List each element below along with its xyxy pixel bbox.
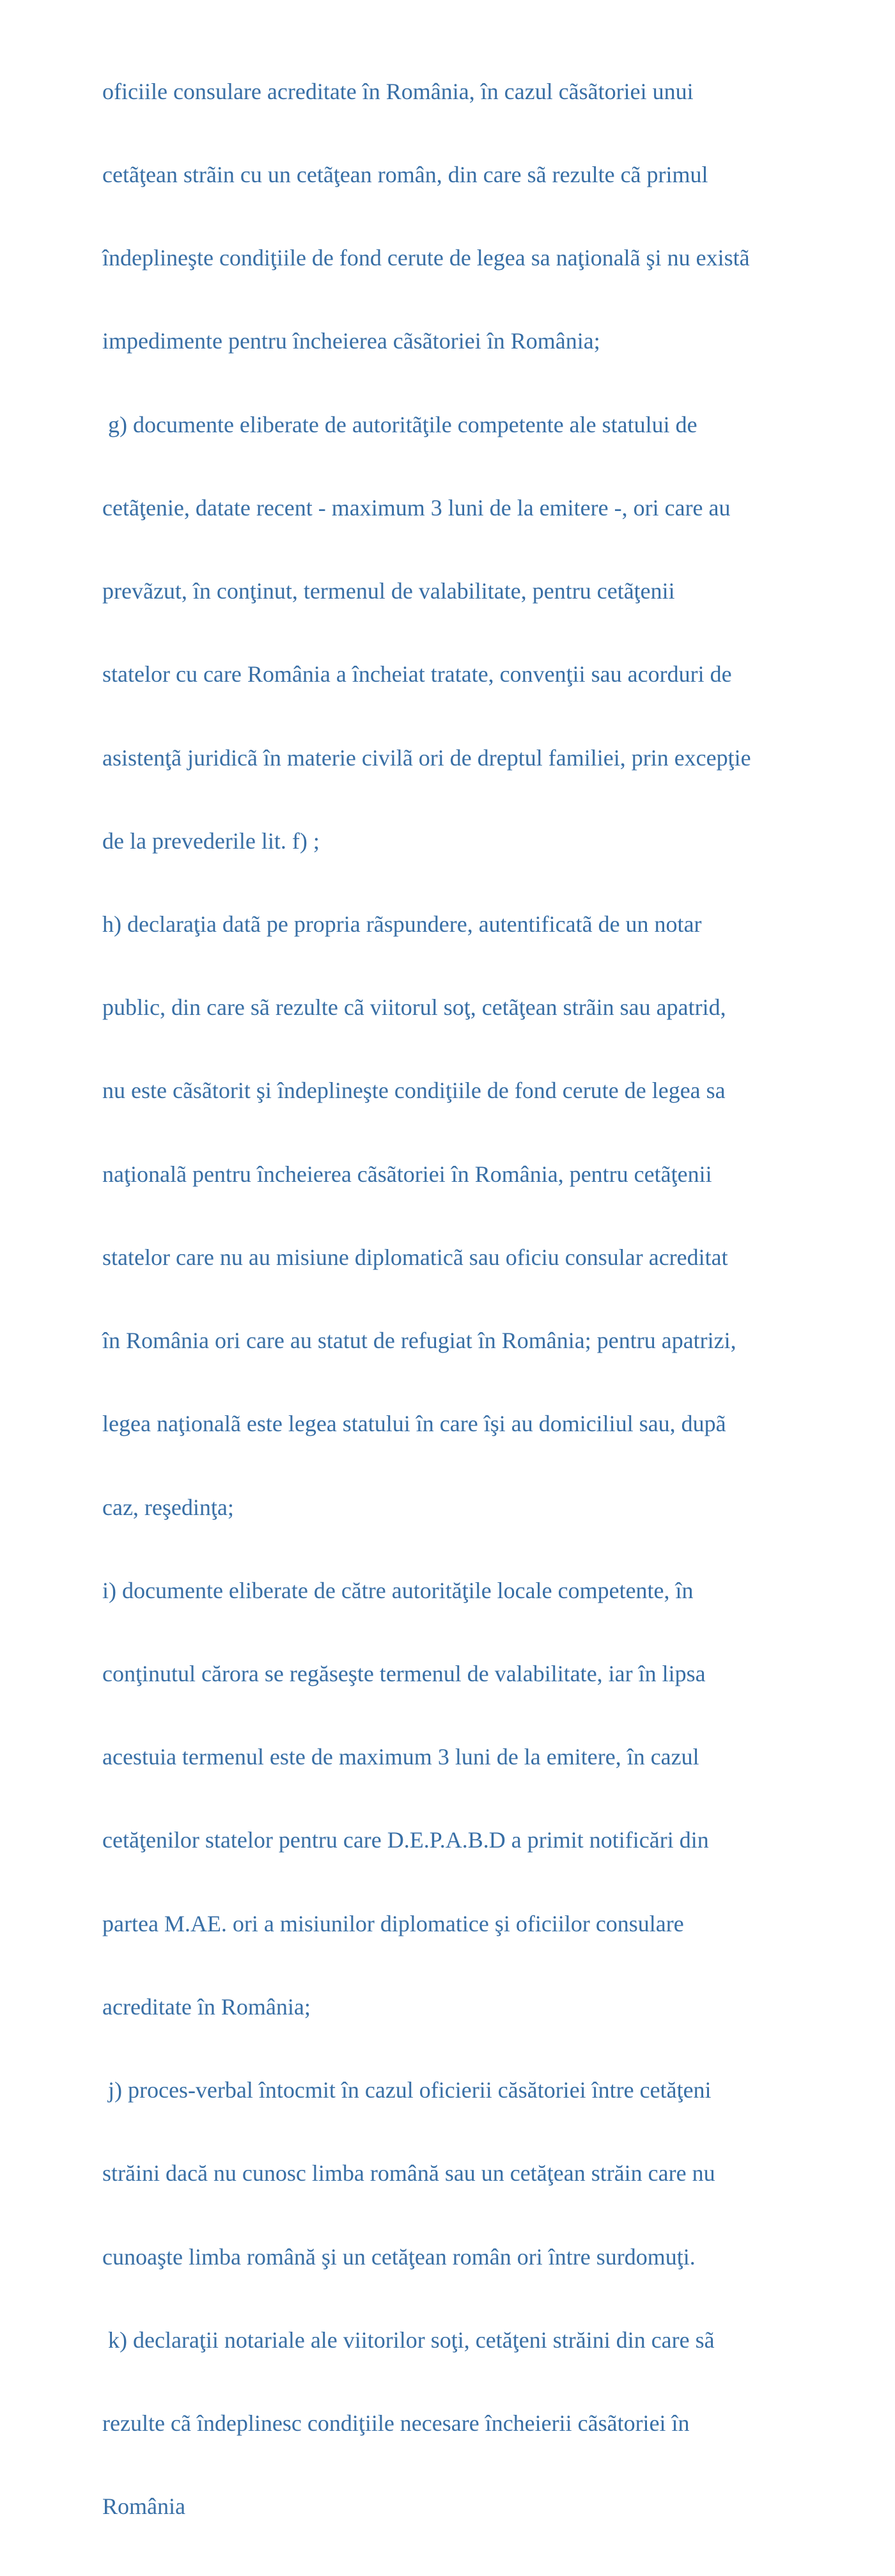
text-line-item-i: i) documente eliberate de către autorităţile locale competente, în — [102, 1577, 694, 1603]
text-line: străini dacă nu cunosc limba română sau un cetăţean străin care nu — [102, 2160, 715, 2187]
text-line: conţinutul cărora se regăseşte termenul de valabilitate, iar în lipsa — [102, 1660, 706, 1686]
text-line: legea naţionalã este legea statului în care îşi au domiciliul sau, dupã — [102, 1411, 726, 1437]
text-line: partea M.AE. ori a misiunilor diplomatice şi oficiilor consulare — [102, 1910, 684, 1936]
text-line: statelor care nu au misiune diplomaticã sau oficiu consular acreditat — [102, 1244, 728, 1270]
legal-text-block — [102, 22, 876, 2576]
text-line: oficiile consulare acreditate în România, în cazul cãsãtoriei unui — [102, 78, 694, 104]
text-line: nu este cãsãtorit şi îndeplineşte condiţiile de fond cerute de legea sa — [102, 1078, 726, 1104]
text-line-item-h: h) declaraţia datã pe propria rãspundere, autentificatã de un notar — [102, 911, 702, 937]
text-line: rezulte cã îndeplinesc condiţiile necesare încheierii cãsãtoriei în — [102, 2410, 690, 2436]
text-line: în România ori care au statut de refugiat în România; pentru apatrizi, — [102, 1328, 736, 1354]
text-line: asistenţã juridicã în materie civilã ori de dreptul familiei, prin excepţie — [102, 744, 751, 771]
text-line: cetãţean strãin cu un cetãţean român, din care sã rezulte cã primul — [102, 162, 708, 188]
text-line: cunoaşte limba română şi un cetăţean român ori între surdomuţi. — [102, 2243, 696, 2270]
text-line-item-k: k) declaraţii notariale ale viitorilor soţi, cetăţeni străini din care sã — [102, 2327, 715, 2353]
text-line: impedimente pentru încheierea cãsãtoriei în România; — [102, 328, 600, 354]
text-line: acreditate în România; — [102, 1993, 311, 2020]
text-line: public, din care sã rezulte cã viitorul soţ, cetãţean strãin sau apatrid, — [102, 994, 726, 1021]
text-line: de la prevederile lit. f) ; — [102, 828, 320, 854]
text-line: naţionalã pentru încheierea cãsãtoriei în România, pentru cetãţenii — [102, 1161, 712, 1187]
text-line: acestuia termenul este de maximum 3 luni de la emitere, în cazul — [102, 1744, 699, 1770]
text-line: caz, reşedinţa; — [102, 1494, 234, 1520]
text-line: îndeplineşte condiţiile de fond cerute de legea sa naţionalã şi nu existã — [102, 245, 750, 271]
text-line: cetăţenilor statelor pentru care D.E.P.A.B.D a primit notificări din — [102, 1827, 709, 1853]
text-line: România — [102, 2494, 185, 2520]
text-line: statelor cu care România a încheiat tratate, convenţii sau acorduri de — [102, 661, 732, 687]
text-line-item-g: g) documente eliberate de autoritãţile competente ale statului de — [102, 411, 697, 437]
text-line: cetãţenie, datate recent - maximum 3 luni de la emitere -, ori care au — [102, 494, 731, 521]
text-line-item-j: j) proces-verbal întocmit în cazul oficierii căsătoriei între cetăţeni — [102, 2077, 712, 2103]
text-line: prevãzut, în conţinut, termenul de valabilitate, pentru cetãţenii — [102, 578, 675, 604]
